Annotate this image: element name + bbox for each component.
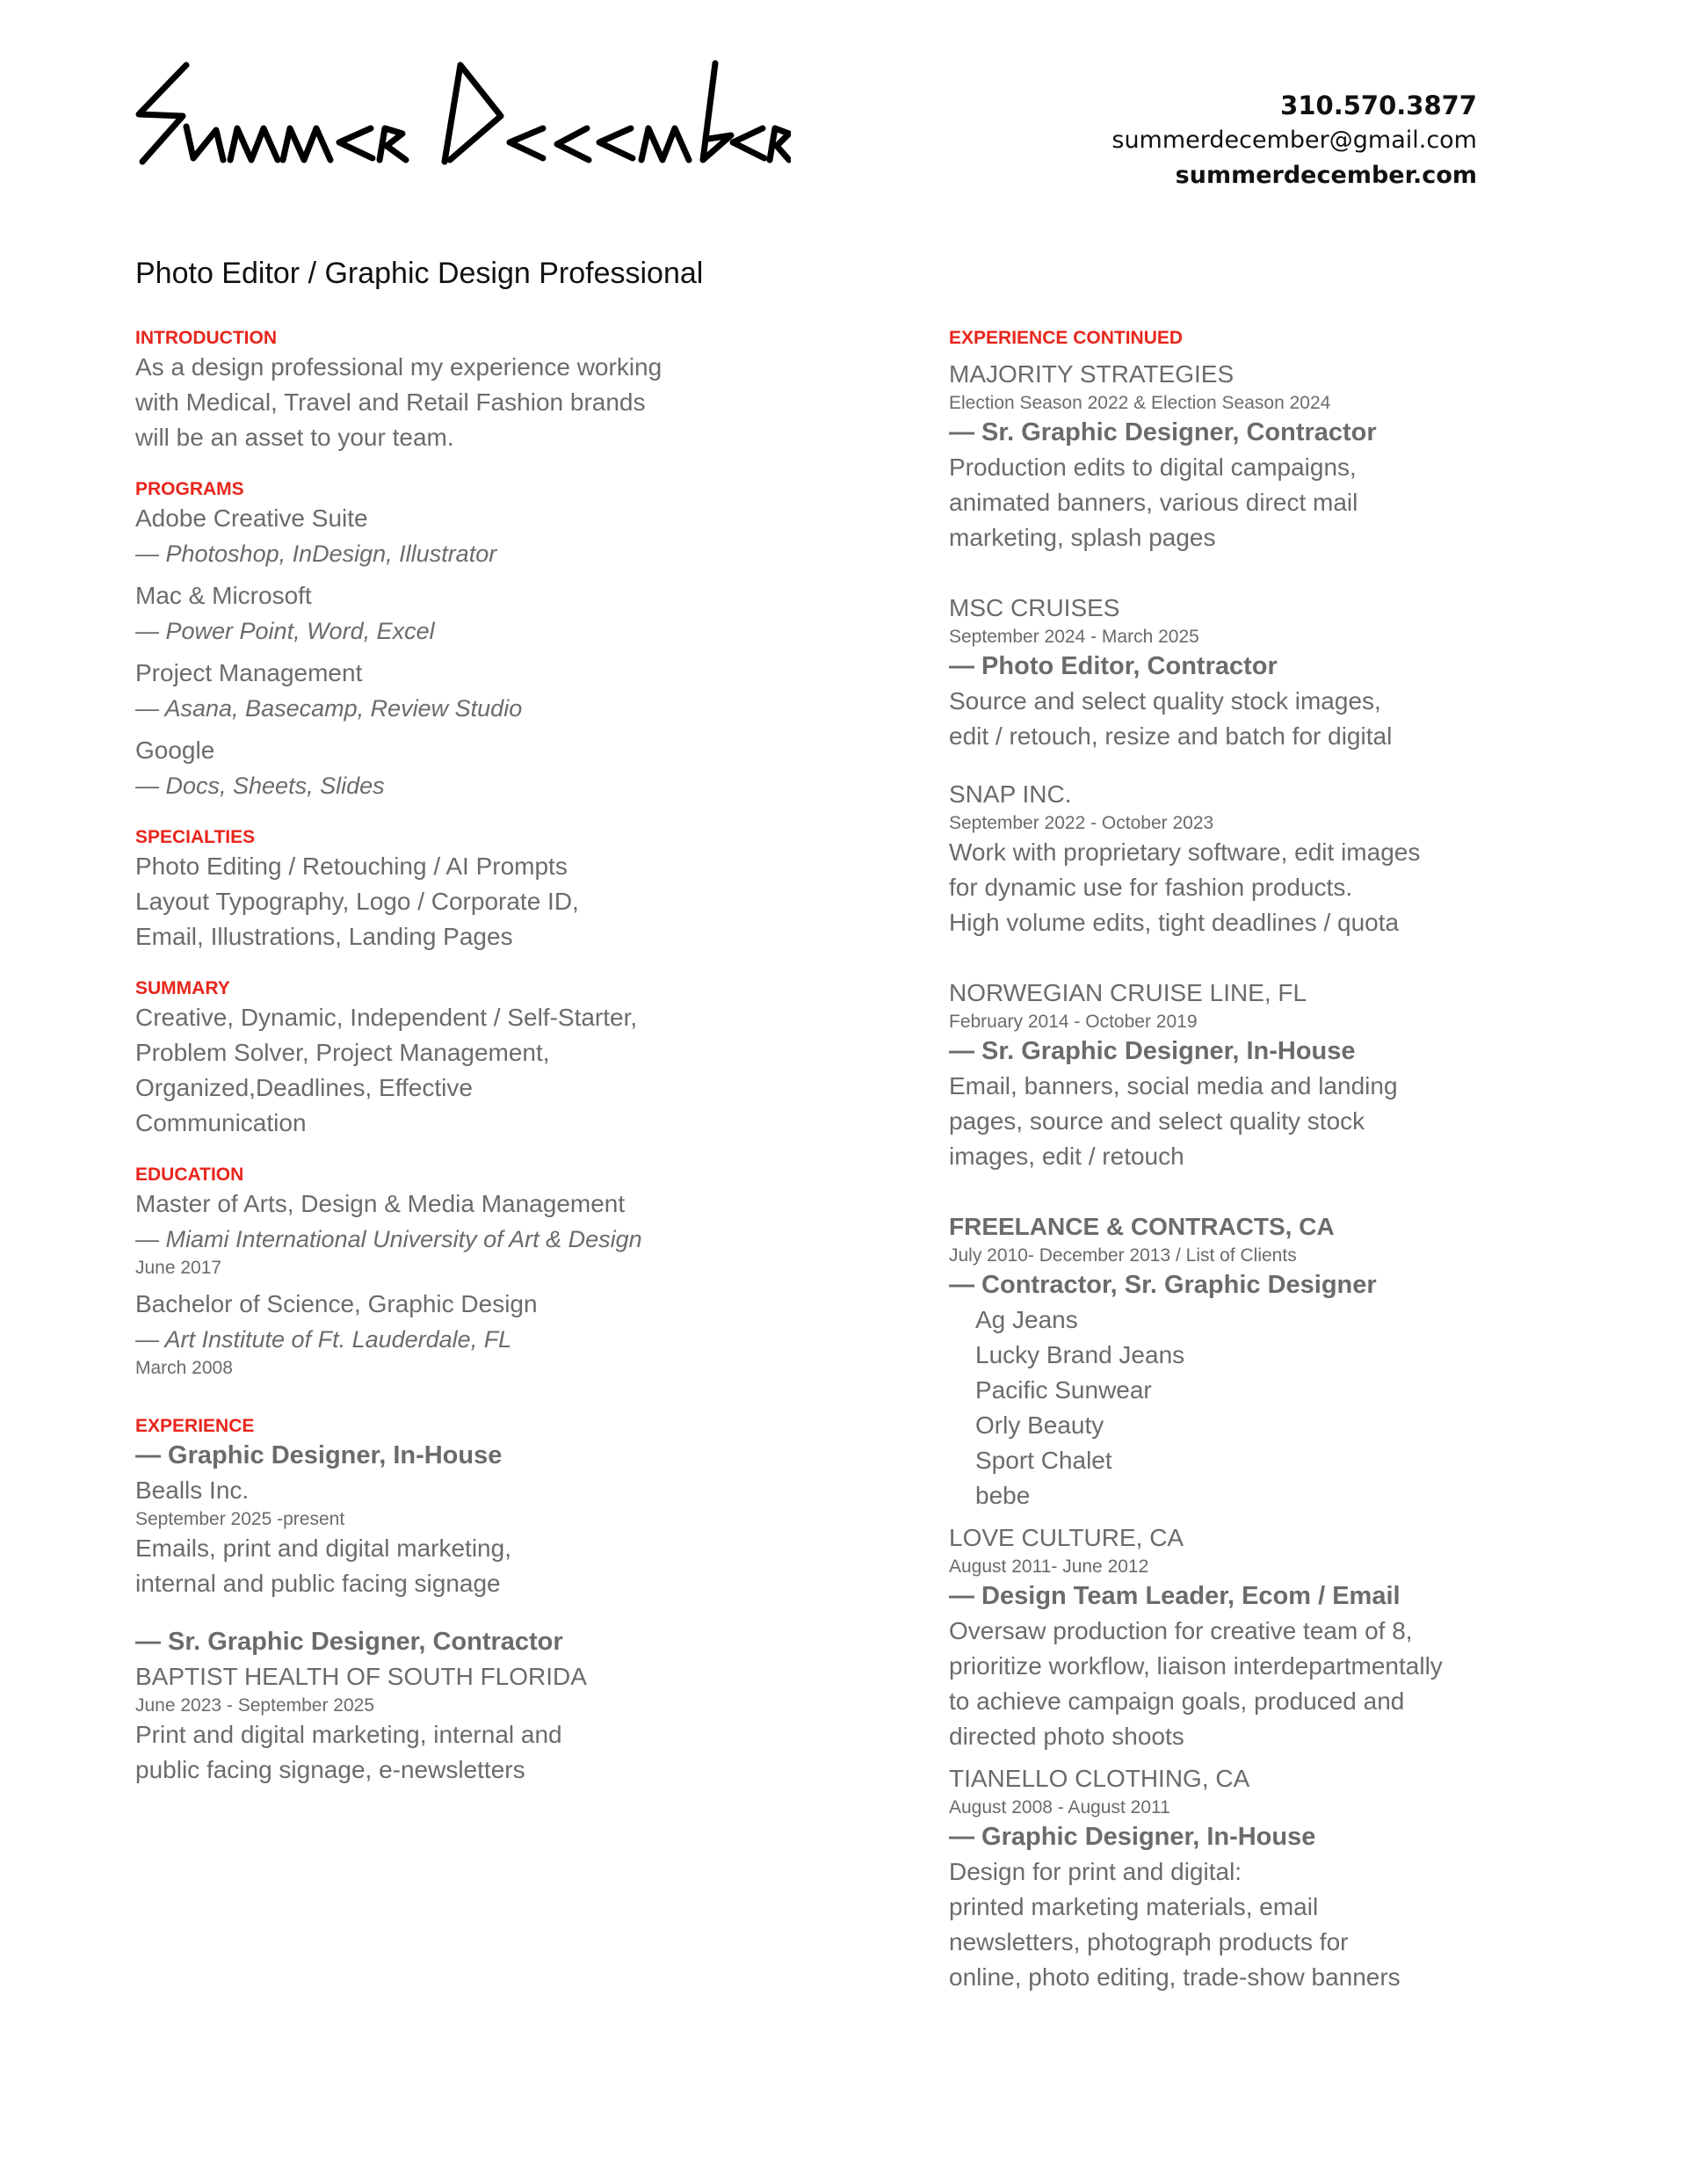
- education-date: March 2008: [135, 1358, 233, 1378]
- job-description: Source and select quality stock images,: [949, 687, 1381, 715]
- specialties-line: Photo Editing / Retouching / AI Prompts: [135, 853, 568, 880]
- summary-line: Organized,Deadlines, Effective: [135, 1074, 473, 1101]
- job-role: — Contractor, Sr. Graphic Designer: [949, 1271, 1377, 1299]
- section-heading-experience-continued: EXPERIENCE CONTINUED: [949, 328, 1184, 348]
- section-heading-summary: SUMMARY: [135, 978, 230, 998]
- section-heading-specialties: SPECIALTIES: [135, 827, 256, 847]
- degree: Bachelor of Science, Graphic Design: [135, 1290, 538, 1317]
- job-date: August 2011- June 2012: [949, 1556, 1149, 1577]
- program-name: Mac & Microsoft: [135, 582, 312, 609]
- job-company: SNAP INC.: [949, 780, 1072, 808]
- specialties-line: Layout Typography, Logo / Corporate ID,: [135, 888, 579, 915]
- job-role: — Graphic Designer, In-House: [135, 1441, 503, 1469]
- job-date: July 2010- December 2013 / List of Clients: [949, 1245, 1297, 1266]
- job-date: September 2024 - March 2025: [949, 627, 1199, 647]
- section-heading-experience: EXPERIENCE: [135, 1416, 255, 1436]
- job-description: online, photo editing, trade-show banners: [949, 1963, 1401, 1991]
- page-title: Photo Editor / Graphic Design Professional: [135, 257, 704, 290]
- job-date: September 2022 - October 2023: [949, 813, 1214, 833]
- section-heading-introduction: INTRODUCTION: [135, 328, 277, 348]
- client-item: Lucky Brand Jeans: [975, 1341, 1185, 1368]
- introduction-line: with Medical, Travel and Retail Fashion brands: [135, 388, 646, 416]
- job-description: Production edits to digital campaigns,: [949, 453, 1357, 481]
- client-item: Ag Jeans: [975, 1306, 1078, 1333]
- client-item: bebe: [975, 1482, 1031, 1509]
- introduction-line: As a design professional my experience working: [135, 353, 662, 381]
- summary-line: Problem Solver, Project Management,: [135, 1039, 550, 1066]
- job-company: MAJORITY STRATEGIES: [949, 360, 1234, 388]
- job-description: Print and digital marketing, internal and: [135, 1721, 562, 1748]
- job-role: — Photo Editor, Contractor: [949, 652, 1278, 680]
- summary-line: Creative, Dynamic, Independent / Self-Starter,: [135, 1004, 638, 1031]
- introduction-line: will be an asset to your team.: [135, 424, 454, 451]
- contact-block: [1111, 88, 1477, 193]
- program-name: Project Management: [135, 659, 363, 686]
- school: — Miami International University of Art & Design: [135, 1226, 642, 1252]
- job-description: newsletters, photograph products for: [949, 1928, 1349, 1955]
- job-description: internal and public facing signage: [135, 1570, 501, 1597]
- job-description: Design for print and digital:: [949, 1858, 1242, 1885]
- job-date: September 2025 -present: [135, 1509, 345, 1529]
- job-role: — Sr. Graphic Designer, Contractor: [135, 1628, 563, 1656]
- program-tools: — Asana, Basecamp, Review Studio: [135, 695, 523, 722]
- job-description: pages, source and select quality stock: [949, 1107, 1365, 1135]
- job-description: Oversaw production for creative team of 8,: [949, 1617, 1413, 1644]
- client-item: Pacific Sunwear: [975, 1376, 1152, 1404]
- section-heading-programs: PROGRAMS: [135, 479, 244, 499]
- email-address[interactable]: summerdecember@gmail.com: [1111, 127, 1477, 154]
- section-heading-education: EDUCATION: [135, 1165, 244, 1185]
- job-description: images, edit / retouch: [949, 1143, 1184, 1170]
- client-item: Orly Beauty: [975, 1411, 1104, 1439]
- program-name: Adobe Creative Suite: [135, 504, 368, 532]
- job-role: — Sr. Graphic Designer, Contractor: [949, 418, 1377, 446]
- right-column: [949, 327, 1617, 1995]
- job-company: NORWEGIAN CRUISE LINE, FL: [949, 979, 1307, 1006]
- job-description: directed photo shoots: [949, 1723, 1184, 1750]
- program-name: Google: [135, 736, 215, 764]
- phone-number[interactable]: 310.570.3877: [1280, 91, 1477, 120]
- job-date: June 2023 - September 2025: [135, 1695, 375, 1716]
- job-date: Election Season 2022 & Election Season 2024: [949, 393, 1331, 413]
- school: — Art Institute of Ft. Lauderdale, FL: [135, 1326, 512, 1353]
- program-tools: — Power Point, Word, Excel: [135, 618, 435, 644]
- job-company: Bealls Inc.: [135, 1477, 250, 1504]
- job-description: animated banners, various direct mail: [949, 489, 1358, 516]
- job-description: prioritize workflow, liaison interdepartmentally: [949, 1652, 1443, 1680]
- job-company: LOVE CULTURE, CA: [949, 1524, 1184, 1551]
- job-description: marketing, splash pages: [949, 524, 1216, 551]
- job-description: edit / retouch, resize and batch for digital: [949, 722, 1393, 750]
- job-company: FREELANCE & CONTRACTS, CA: [949, 1213, 1335, 1240]
- job-description: public facing signage, e-newsletters: [135, 1756, 525, 1783]
- program-tools: — Docs, Sheets, Slides: [135, 773, 385, 799]
- left-column: [135, 327, 909, 1788]
- job-description: Email, banners, social media and landing: [949, 1072, 1398, 1099]
- job-date: February 2014 - October 2019: [949, 1012, 1198, 1032]
- job-description: Emails, print and digital marketing,: [135, 1535, 511, 1562]
- job-company: MSC CRUISES: [949, 594, 1120, 621]
- job-company: BAPTIST HEALTH OF SOUTH FLORIDA: [135, 1663, 587, 1690]
- website-link[interactable]: summerdecember.com: [1175, 162, 1477, 189]
- job-description: Work with proprietary software, edit images: [949, 838, 1421, 866]
- degree: Master of Arts, Design & Media Management: [135, 1190, 626, 1217]
- job-role: — Design Team Leader, Ecom / Email: [949, 1582, 1401, 1610]
- education-date: June 2017: [135, 1258, 222, 1278]
- job-role: — Graphic Designer, In-House: [949, 1823, 1316, 1851]
- job-company: TIANELLO CLOTHING, CA: [949, 1765, 1250, 1792]
- summary-line: Communication: [135, 1109, 307, 1136]
- job-description: to achieve campaign goals, produced and: [949, 1687, 1405, 1715]
- signature-logo: [132, 54, 791, 178]
- job-description: High volume edits, tight deadlines / quota: [949, 909, 1400, 936]
- job-description: for dynamic use for fashion products.: [949, 874, 1353, 901]
- program-tools: — Photoshop, InDesign, Illustrator: [135, 541, 497, 567]
- client-item: Sport Chalet: [975, 1447, 1112, 1474]
- job-date: August 2008 - August 2011: [949, 1797, 1170, 1818]
- job-role: — Sr. Graphic Designer, In-House: [949, 1037, 1356, 1065]
- job-description: printed marketing materials, email: [949, 1893, 1319, 1920]
- specialties-line: Email, Illustrations, Landing Pages: [135, 923, 513, 950]
